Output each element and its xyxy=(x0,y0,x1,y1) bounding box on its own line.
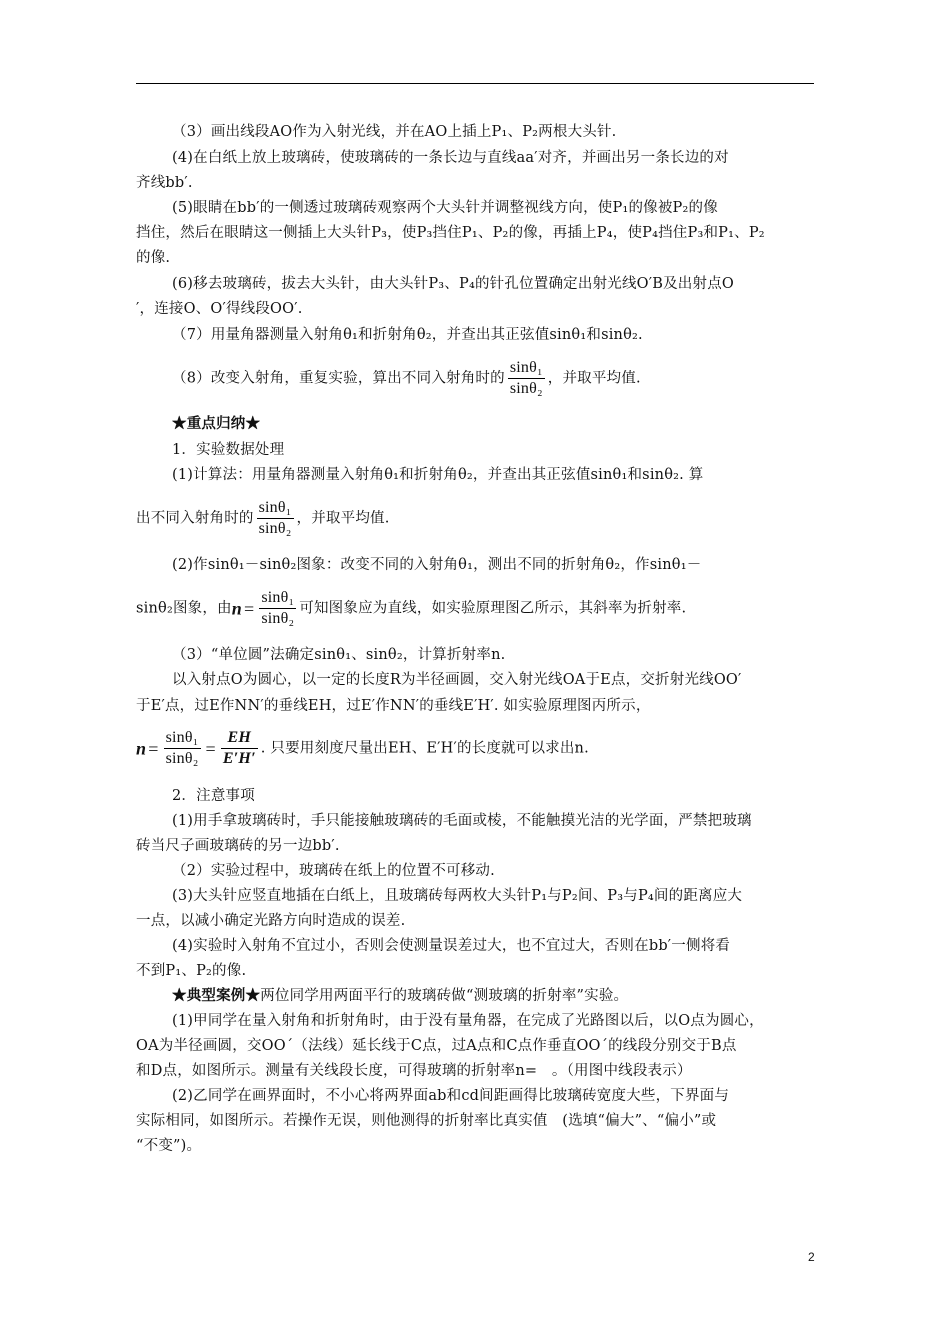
precaution-3-line2: 一点，以减小确定光路方向时造成的误差. xyxy=(136,913,406,929)
method-2-line2 xyxy=(136,588,686,629)
fraction-numerator: EH xyxy=(221,728,258,749)
precaution-4-line2: 不到P₁、P₂的像. xyxy=(136,963,247,979)
method-2-line1: (2)作sinθ₁－sinθ₂图象：改变不同的入射角θ₁，测出不同的折射角θ₂，作sinθ₁－ xyxy=(172,557,702,573)
segment-ratio-fraction xyxy=(221,728,258,769)
step-7: （7）用量角器测量入射角θ₁和折射角θ₂，并查出其正弦值sinθ₁和sinθ₂. xyxy=(172,327,643,343)
case-2-line2: 实际相同，如图所示。若操作无误，则他测得的折射率比真实值 (选填“偏大”、“偏小”或 xyxy=(136,1113,717,1129)
step-5-line1: (5)眼睛在bb′的一侧透过玻璃砖观察两个大头针并调整视线方向，使P₁的像被P₂的像 xyxy=(172,200,718,216)
case-intro xyxy=(172,986,628,1006)
step-4-line2: 齐线bb′. xyxy=(136,175,193,191)
fraction-numerator: sinθ₁ xyxy=(259,588,296,609)
formula-equals: = xyxy=(205,738,216,759)
step-8 xyxy=(172,358,641,399)
method-3-heading: （3）“单位圆”法确定sinθ₁、sinθ₂，计算折射率n. xyxy=(172,647,506,663)
sine-ratio-fraction xyxy=(259,588,296,629)
method-1-line1: (1)计算法：用量角器测量入射角θ₁和折射角θ₂，并查出其正弦值sinθ₁和sinθ₂. 算 xyxy=(172,467,704,483)
fraction-numerator: sinθ₁ xyxy=(164,728,201,749)
formula-equals: = xyxy=(243,598,255,619)
case-1-line1: (1)甲同学在量入射角和折射角时，由于没有量角器，在完成了光路图以后，以O点为圆心， xyxy=(172,1013,764,1029)
subheading-data-processing: 1．实验数据处理 xyxy=(172,442,285,458)
section-heading-summary: ★重点归纳★ xyxy=(172,415,261,432)
header-rule xyxy=(136,83,814,84)
page-number: 2 xyxy=(808,1250,815,1264)
step-4-line1: (4)在白纸上放上玻璃砖，使玻璃砖的一条长边与直线aa′对齐，并画出另一条长边的对 xyxy=(172,150,729,166)
method-1-text: 出不同入射角时的 xyxy=(136,510,254,527)
step-8-tail: ，并取平均值. xyxy=(547,370,641,387)
step-6-line1: (6)移去玻璃砖，拔去大头针，由大头针P₃、P₄的针孔位置确定出射光线O′B及出射点O xyxy=(172,276,734,292)
sine-ratio-fraction xyxy=(257,498,294,539)
formula-n: n xyxy=(231,598,242,619)
method-3-formula-line xyxy=(136,728,589,769)
method-1-tail: ，并取平均值. xyxy=(296,510,390,527)
method-2-text: sinθ₂图象，由 xyxy=(136,600,232,617)
method-3-line1: 以入射点O为圆心，以一定的长度R为半径画圆，交入射光线OA于E点，交折射光线OO′ xyxy=(172,672,742,688)
precaution-4-line1: (4)实验时入射角不宜过小，否则会使测量误差过大，也不宜过大，否则在bb′一侧将看 xyxy=(172,938,731,954)
subheading-precautions: 2．注意事项 xyxy=(172,788,255,804)
case-2-line3: “不变”)。 xyxy=(136,1138,202,1154)
case-1-line3: 和D点，如图所示。测量有关线段长度，可得玻璃的折射率n= 。（用图中线段表示） xyxy=(136,1063,692,1079)
fraction-denominator: sinθ₂ xyxy=(165,750,199,767)
method-3-line2: 于E′点，过E作NN′的垂线EH，过E′作NN′的垂线E′H′. 如实验原理图丙所示， xyxy=(136,698,651,714)
case-intro-text: 两位同学用两面平行的玻璃砖做“测玻璃的折射率”实验。 xyxy=(260,988,629,1004)
formula-equals: = xyxy=(148,738,159,759)
fraction-denominator: sinθ₂ xyxy=(261,610,295,627)
sine-ratio-fraction xyxy=(164,728,201,769)
fraction-denominator: sinθ₂ xyxy=(509,380,543,397)
section-heading-case: ★典型案例★ xyxy=(172,987,261,1004)
precaution-1-line2: 砖当尺子画玻璃砖的另一边bb′. xyxy=(136,838,340,854)
fraction-denominator: sinθ₂ xyxy=(258,520,292,537)
formula-n: n xyxy=(136,738,147,759)
fraction-numerator: sinθ₁ xyxy=(508,358,545,379)
fraction-numerator: sinθ₁ xyxy=(257,498,294,519)
case-2-line1: (2)乙同学在画界面时，不小心将两界面ab和cd间距画得比玻璃砖宽度大些，下界面与 xyxy=(172,1088,730,1104)
step-5-line3: 的像. xyxy=(136,250,171,266)
method-2-tail: 可知图象应为直线，如实验原理图乙所示，其斜率为折射率. xyxy=(299,600,687,617)
case-1-line2: OA为半径画圆，交OO´（法线）延长线于C点，过A点和C点作垂直OO´的线段分别交于B点 xyxy=(136,1038,737,1054)
precaution-1-line1: (1)用手拿玻璃砖时，手只能接触玻璃砖的毛面或棱，不能触摸光洁的光学面，严禁把玻璃 xyxy=(172,813,752,829)
fraction-denominator: E′H′ xyxy=(222,750,256,767)
step-8-text: （8）改变入射角，重复实验，算出不同入射角时的 xyxy=(172,370,505,387)
precaution-3-line1: (3)大头针应竖直地插在白纸上，且玻璃砖每两枚大头针P₁与P₂间、P₃与P₄间的距离应大 xyxy=(172,888,743,904)
step-6-line2: ′，连接O、O′得线段OO′. xyxy=(136,301,303,317)
sine-ratio-fraction xyxy=(508,358,545,399)
precaution-2: （2）实验过程中，玻璃砖在纸上的位置不可移动. xyxy=(172,863,495,879)
method-1-line2 xyxy=(136,498,390,539)
step-3: （3）画出线段AO作为入射光线，并在AO上插上P₁、P₂两根大头针. xyxy=(172,124,617,140)
method-3-tail: . 只要用刻度尺量出EH、E′H′的长度就可以求出n. xyxy=(260,740,589,757)
step-5-line2: 挡住，然后在眼睛这一侧插上大头针P₃，使P₃挡住P₁、P₂的像，再插上P₄，使P₄挡住P₃和P₁、P₂ xyxy=(136,225,765,241)
